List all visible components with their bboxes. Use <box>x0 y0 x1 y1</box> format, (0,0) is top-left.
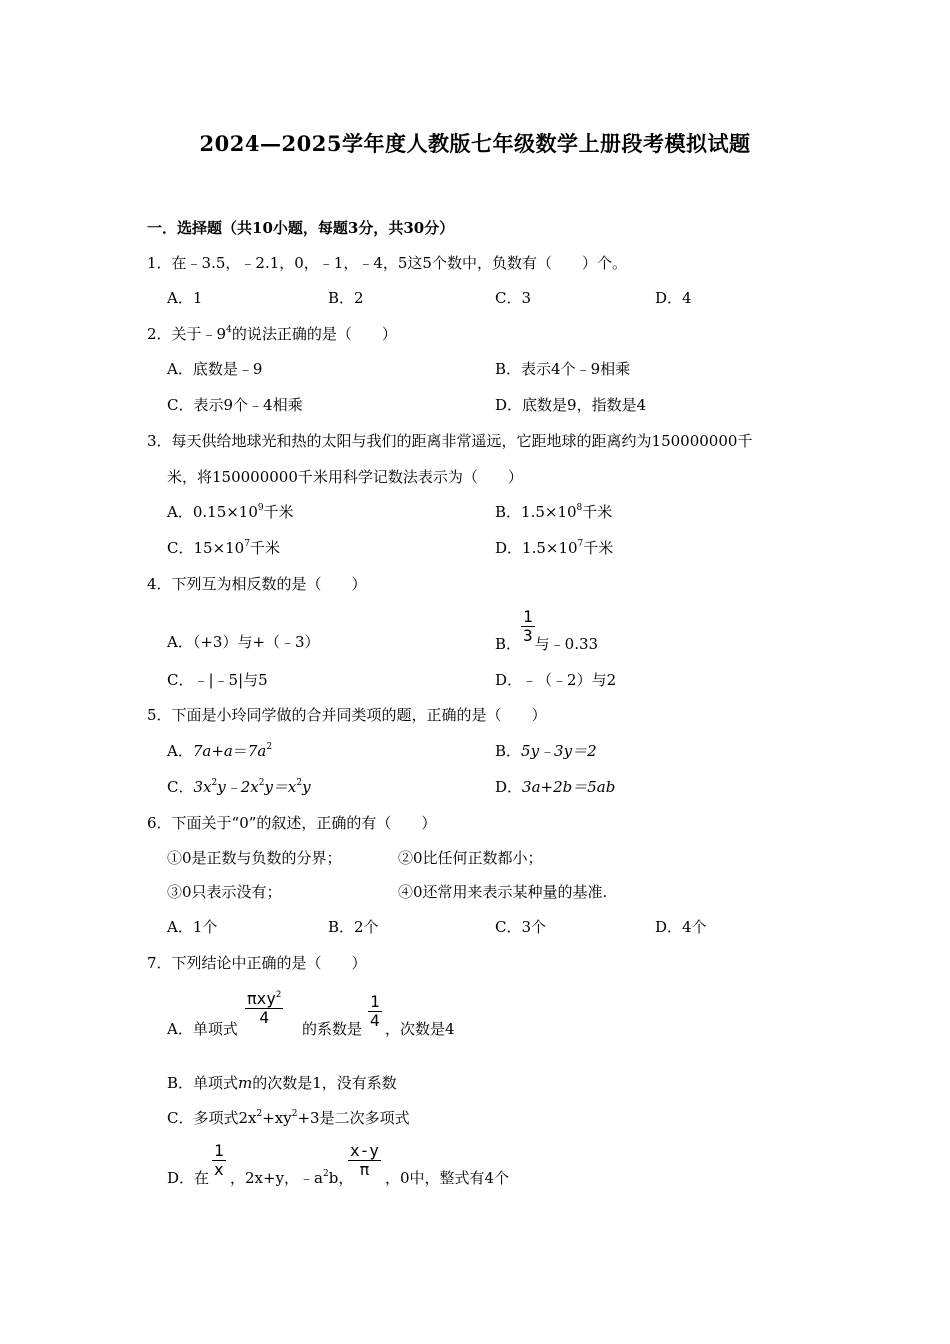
q3-option-a: A．$0.15\times 10^9$千米 <box>167 503 294 521</box>
fraction-pi-xy2-over-4: πxy$^2$ 4 <box>247 989 282 1027</box>
question-4-stem: 4．下列互为相反数的是（ ） <box>147 575 367 593</box>
question-3-stem-line2: 米，将150000000千米用科学记数法表示为（ ） <box>167 468 523 486</box>
page-title: 2024—2025学年度人教版七年级数学上册段考模拟试题 <box>199 131 751 156</box>
q5-option-b: B．5y﹣3y＝2 <box>495 742 597 760</box>
q1-option-d: D．4 <box>655 289 692 307</box>
question-1-stem: 1．在﹣3.5，﹣2.1，0，﹣1，﹣4，5这5个数中，负数有（ ）个。 <box>147 254 627 272</box>
q1-option-c: C．3 <box>495 289 532 307</box>
q5-option-c: C．$3x^2y﹣2x^2y=x^2y$ <box>167 778 311 796</box>
q4-option-a: A．（+3）与+（﹣3） <box>167 633 320 651</box>
q4-option-d: D．﹣（﹣2）与2 <box>495 671 617 689</box>
question-2-stem: 2．关于$﹣9^4$的说法正确的是（ ） <box>147 325 397 343</box>
q2-option-d: D．底数是9，指数是4 <box>495 396 647 414</box>
q6-option-a: A．1个 <box>167 918 218 936</box>
fraction-one-over-x: $\frac{1}{x}$ <box>214 1141 224 1179</box>
q2-option-b: B．表示4个﹣9相乘 <box>495 360 631 378</box>
q6-option-b: B．2个 <box>328 918 379 936</box>
question-7-stem: 7．下列结论中正确的是（ ） <box>147 954 367 972</box>
q6-option-d: D．4个 <box>655 918 707 936</box>
fraction-one-third: $\frac{1}{3}$ <box>523 607 533 645</box>
q7-option-a-prefix: A．单项式 <box>167 1020 238 1038</box>
q6-option-c: C．3个 <box>495 918 547 936</box>
section-heading: 一．选择题（共10小题，每题3分，共30分） <box>147 219 455 237</box>
q7-option-d-suffix: ，0中，整式有4个 <box>385 1169 510 1187</box>
fraction-one-quarter: $\frac{1}{4}$ <box>370 992 380 1030</box>
q2-option-a: A．底数是﹣9 <box>167 360 263 378</box>
fraction-x-minus-y-over-pi: $\frac{x-y}{\pi}$ <box>350 1141 379 1179</box>
q4-option-b: B． $\frac{1}{3}$ 与﹣0.33 <box>495 607 599 653</box>
q3-option-b: B．$1.5\times 10^8$千米 <box>495 503 613 521</box>
q7-option-c: C．多项式$2x^2+xy^2+3$是二次多项式 <box>167 1109 410 1127</box>
q1-option-b: B．2 <box>328 289 364 307</box>
q3-option-d: D．$1.5\times 10^7$千米 <box>495 539 614 557</box>
q7-option-d-mid: ，2x+y，$﹣a^2b$， <box>230 1169 354 1187</box>
q6-statement-2: ②0比任何正数都小； <box>398 849 543 867</box>
question-5-stem: 5．下面是小玲同学做的合并同类项的题，正确的是（ ） <box>147 706 547 724</box>
q7-option-d-prefix: D．在 <box>167 1169 210 1187</box>
question-6-stem: 6．下面关于“0”的叙述，正确的有（ ） <box>147 814 437 832</box>
question-3-stem-line1: 3．每天供给地球光和热的太阳与我们的距离非常遥远，它距地球的距离约为150000000千 <box>147 432 753 450</box>
q2-option-c: C．表示9个﹣4相乘 <box>167 396 303 414</box>
q1-option-a: A．1 <box>167 289 203 307</box>
q6-statement-1: ①0是正数与负数的分界； <box>167 849 342 867</box>
q6-statement-3: ③0只表示没有； <box>167 883 282 901</box>
q5-option-a: A．$7a+a=7a^2$ <box>167 742 273 760</box>
q3-option-c: C．$15\times 10^7$千米 <box>167 539 280 557</box>
q5-option-d: D．3a+2b＝5ab <box>495 778 616 796</box>
q7-option-a-suffix: ，次数是4 <box>385 1020 455 1038</box>
q6-statement-4: ④0还常用来表示某种量的基准. <box>398 883 608 901</box>
q4-option-c: C．﹣|﹣5|与5 <box>167 671 268 689</box>
q7-option-b: B．单项式m的次数是1，没有系数 <box>167 1074 397 1092</box>
q7-option-a-mid: 的系数是 <box>302 1020 363 1038</box>
